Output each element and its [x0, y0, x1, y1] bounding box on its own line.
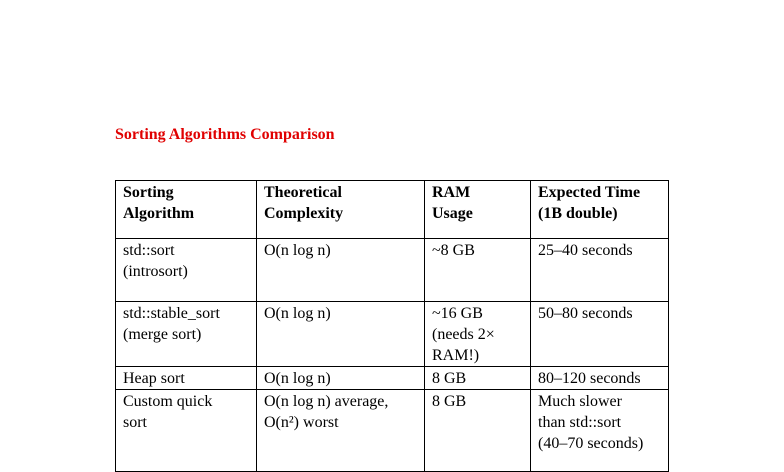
comparison-table — [115, 180, 669, 472]
page-title: Sorting Algorithms Comparison — [115, 126, 335, 143]
header-ram: RAM Usage — [425, 181, 531, 239]
cell-ram: 8 GB — [425, 390, 531, 472]
cell-ram: 8 GB — [425, 367, 531, 390]
table-row — [116, 302, 669, 367]
cell-complexity: O(n log n) — [257, 302, 425, 367]
cell-algorithm: std::sort (introsort) — [116, 239, 257, 302]
cell-ram: ~16 GB (needs 2× RAM!) — [425, 302, 531, 367]
table-row — [116, 239, 669, 302]
cell-complexity: O(n log n) — [257, 367, 425, 390]
table-header-row — [116, 181, 669, 239]
cell-ram: ~8 GB — [425, 239, 531, 302]
header-time: Expected Time (1B double) — [531, 181, 669, 239]
cell-algorithm: std::stable_sort (merge sort) — [116, 302, 257, 367]
cell-complexity: O(n log n) — [257, 239, 425, 302]
cell-complexity: O(n log n) average, O(n²) worst — [257, 390, 425, 472]
header-algorithm: Sorting Algorithm — [116, 181, 257, 239]
cell-time: Much slower than std::sort (40–70 seconds) — [531, 390, 669, 472]
header-complexity: Theoretical Complexity — [257, 181, 425, 239]
table-row — [116, 390, 669, 472]
cell-algorithm: Heap sort — [116, 367, 257, 390]
cell-time: 80–120 seconds — [531, 367, 669, 390]
cell-time: 25–40 seconds — [531, 239, 669, 302]
cell-time: 50–80 seconds — [531, 302, 669, 367]
cell-algorithm: Custom quick sort — [116, 390, 257, 472]
table-row — [116, 367, 669, 390]
